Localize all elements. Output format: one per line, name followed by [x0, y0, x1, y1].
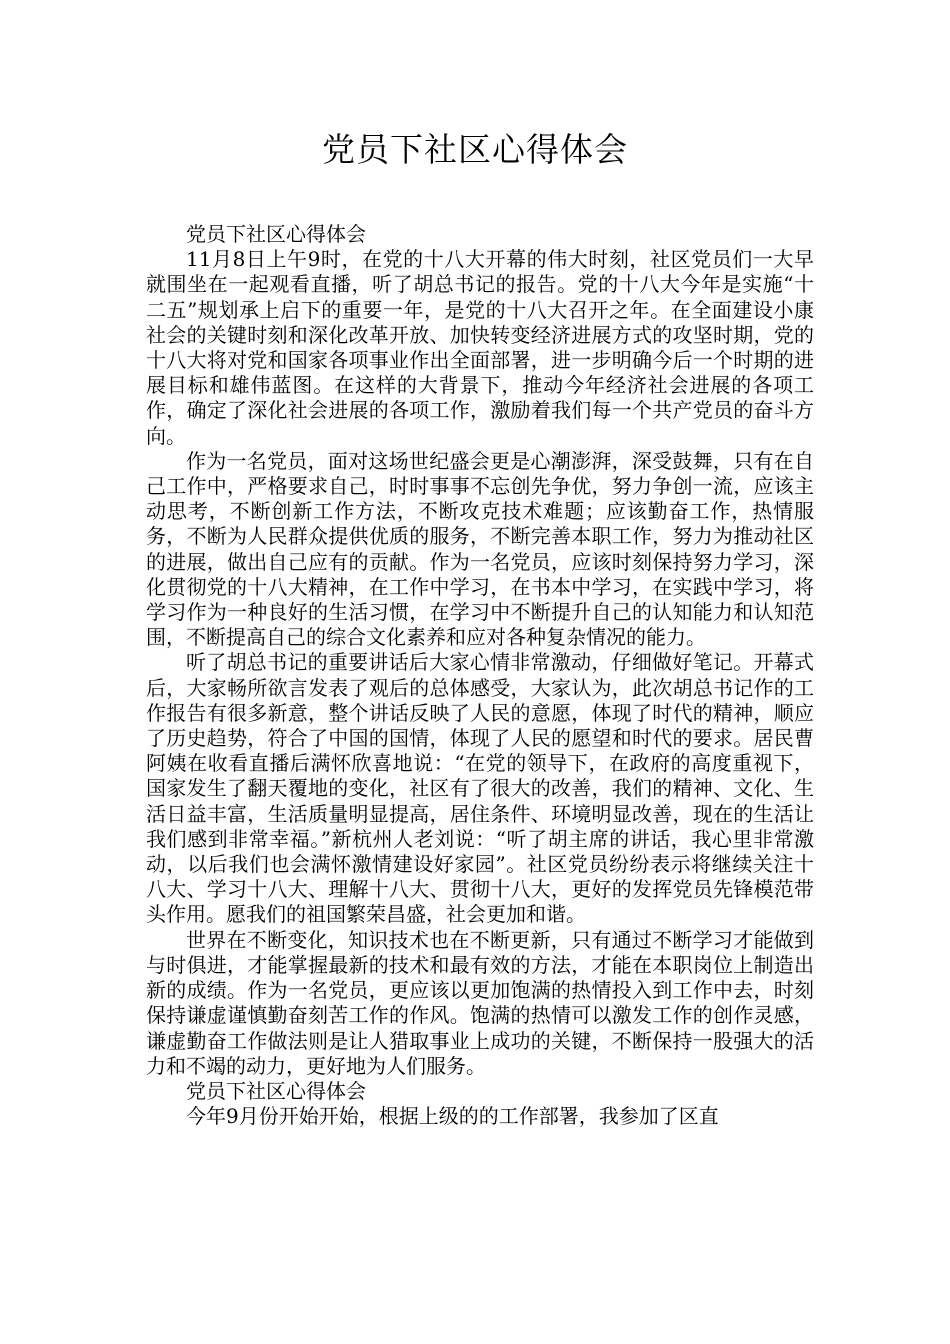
- document-body: [146, 222, 814, 1129]
- paragraph: 世界在不断变化，知识技术也在不断更新，只有通过不断学习才能做到与时俱进，才能掌握最新的技术和最有效的方法，才能在本职岗位上制造出新的成绩。作为一名党员，更应该以更加饱满的热情投入到工作中去，时刻保持谦虚谨慎勤奋刻苦工作的作风。饱满的热情可以激发工作的创作灵感，谦虚勤奋工作做法则是让人猎取事业上成功的关键，不断保持一股强大的活力和不竭的动力，更好地为人们服务。: [146, 927, 814, 1078]
- document-title: 党员下社区心得体会: [322, 130, 628, 169]
- paragraph: 今年9月份开始开始，根据上级的的工作部署，我参加了区直: [186, 1104, 719, 1129]
- paragraph: 听了胡总书记的重要讲话后大家心情非常激动，仔细做好笔记。开幕式后，大家畅所欲言发表了观后的总体感受，大家认为，此次胡总书记作的工作报告有很多新意，整个讲话反映了人民的意愿，体现了时代的精神，顺应了历史趋势，符合了中国的国情，体现了人民的愿望和时代的要求。居民曹阿姨在收看直播后满怀欣喜地说：“在党的领导下，在政府的高度重视下，国家发生了翻天覆地的变化，社区有了很大的改善，我们的精神、文化、生活日益丰富，生活质量明显提高，居住条件、环境明显改善，现在的生活让我们感到非常幸福。”新杭州人老刘说：“听了胡主席的讲话，我心里非常激动，以后我们也会满怀激情建设好家园”。社区党员纷纷表示将继续关注十八大、学习十八大、理解十八大、贯彻十八大，更好的发挥党员先锋模范带头作用。愿我们的祖国繁荣昌盛，社会更加和谐。: [146, 650, 814, 927]
- paragraph: 作为一名党员，面对这场世纪盛会更是心潮澎湃，深受鼓舞，只有在自己工作中，严格要求自己，时时事事不忘创先争优，努力争创一流，应该主动思考，不断创新工作方法，不断攻克技术难题；应该勤奋工作，热情服务，不断为人民群众提供优质的服务，不断完善本职工作，努力为推动社区的进展，做出自己应有的贡献。作为一名党员，应该时刻保持努力学习，深化贯彻党的十八大精神，在工作中学习，在书本中学习，在实践中学习，将学习作为一种良好的生活习惯，在学习中不断提升自己的认知能力和认知范围，不断提高自己的综合文化素养和应对各种复杂情况的能力。: [146, 448, 814, 650]
- section-heading: 党员下社区心得体会: [186, 222, 366, 246]
- paragraph: 11月8日上午9时，在党的十八大开幕的伟大时刻，社区党员们一大早就围坐在一起观看直播，听了胡总书记的报告。党的十八大今年是实施“十二五”规划承上启下的重要一年，是党的十八大召开之年。在全面建设小康社会的关键时刻和深化改革开放、加快转变经济进展方式的攻坚时期，党的十八大将对党和国家各项事业作出全面部署，进一步明确今后一个时期的进展目标和雄伟蓝图。在这样的大背景下，推动今年经济社会进展的各项工作，确定了深化社会进展的各项工作，激励着我们每一个共产党员的奋斗方向。: [146, 247, 814, 448]
- section-heading: 党员下社区心得体会: [186, 1078, 366, 1103]
